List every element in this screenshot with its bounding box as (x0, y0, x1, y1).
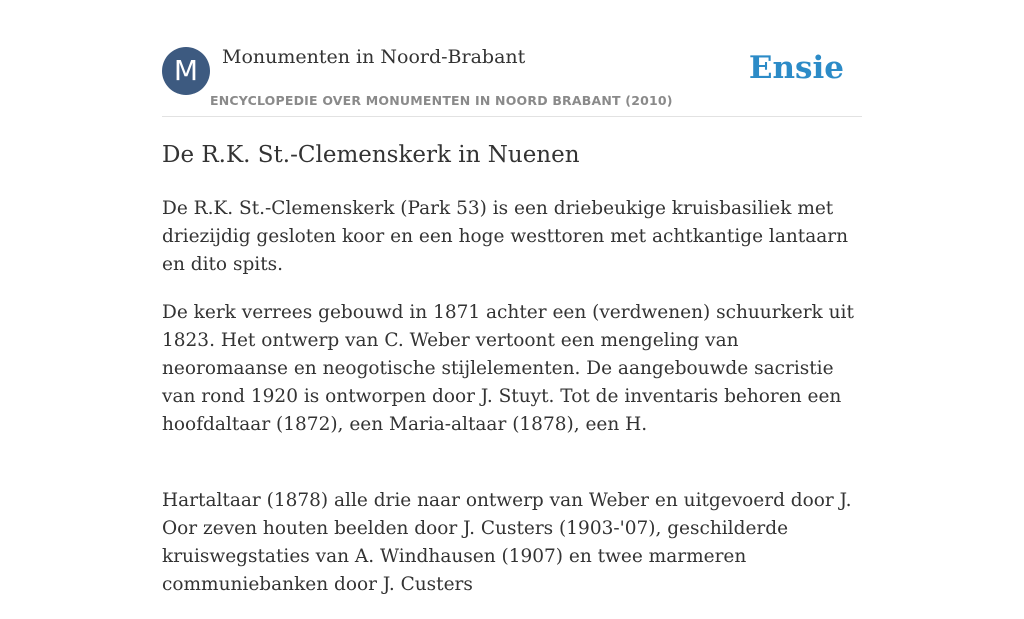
source-header (162, 40, 862, 117)
article-paragraph: De kerk verrees gebouwd in 1871 achter een (verdwenen) schuurkerk uit 1823. Het ontwerp van C. Weber vertoont een mengeling van neoromaanse en neogotische stijlelementen. De aangebouwde sacristie van rond 1920 is ontworpen door J. Stuyt. Tot de inventaris behoren een hoofdaltaar (1872), een Maria-altaar (1878), een H. (162, 302, 854, 435)
article-paragraph: De R.K. St.-Clemenskerk (Park 53) is een driebeukige kruisbasiliek met driezijdig gesloten koor en een hoge westtoren met achtkantige lantaarn en dito spits. (162, 198, 849, 275)
source-title-link[interactable]: Monumenten in Noord-Brabant (222, 46, 526, 68)
source-subtitle: ENCYCLOPEDIE OVER MONUMENTEN IN NOORD BRABANT (2010) (210, 93, 673, 108)
ensie-logo[interactable]: Ensie (748, 50, 844, 86)
article (162, 139, 862, 619)
article-title: De R.K. St.-Clemenskerk in Nuenen (162, 142, 580, 168)
source-avatar[interactable]: M (162, 47, 210, 95)
article-paragraph: Hartaltaar (1878) alle drie naar ontwerp van Weber en uitgevoerd door J. Oor zeven houten beelden door J. Custers (1903-'07), geschilderde kruiswegstaties van A. Windhausen (1907) en twee marmeren communiebanken door J. Custers (162, 490, 852, 595)
paragraph-spacer (162, 459, 862, 487)
